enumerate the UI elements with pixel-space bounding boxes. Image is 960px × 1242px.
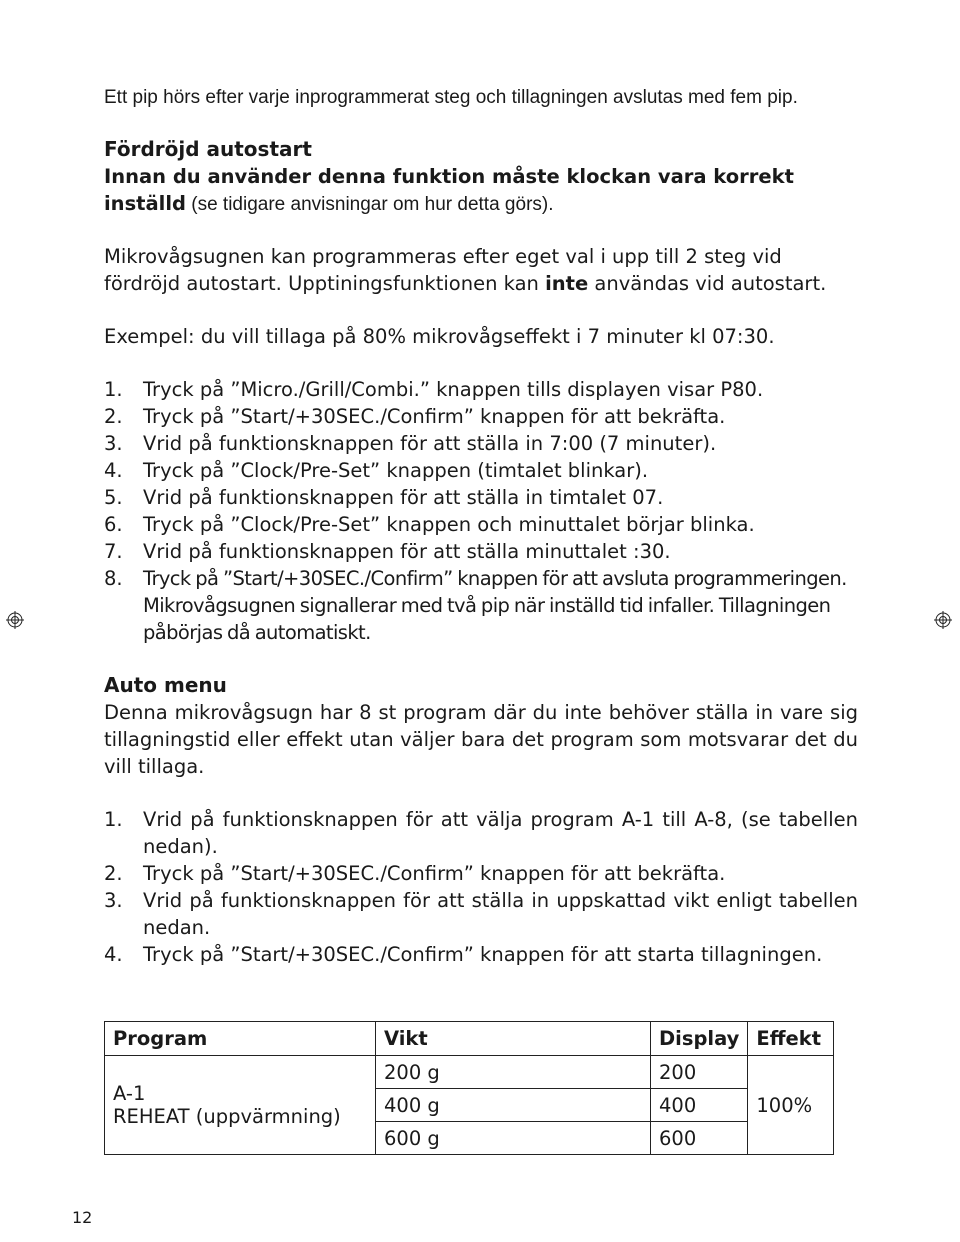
program-code: A-1 — [113, 1082, 146, 1105]
table-row — [105, 1056, 834, 1089]
list-item — [104, 565, 858, 646]
header-vikt: Vikt — [376, 1022, 651, 1056]
clock-warning-bold: Innan du använder denna funktion måste klockan vara korrekt inställd — [104, 165, 794, 215]
header-display: Display — [651, 1022, 748, 1056]
list-item — [104, 403, 858, 430]
weight-cell: 200 g — [376, 1056, 651, 1089]
step-number: 2. — [104, 862, 123, 885]
list-item — [104, 511, 858, 538]
step-number: 1. — [104, 808, 123, 831]
page-content — [104, 84, 858, 968]
step-number: 6. — [104, 513, 123, 536]
defrost-text-a: Upptiningsfunktionen kan — [288, 272, 546, 295]
delayed-start-heading: Fördröjd autostart — [104, 137, 312, 161]
step-text: Tryck på ”Clock/Pre-Set” knappen (timtalet blinkar). — [143, 459, 649, 482]
registration-mark-icon — [6, 611, 24, 629]
effekt-cell: 100% — [748, 1056, 834, 1155]
registration-mark-icon — [934, 611, 952, 629]
display-cell: 200 — [651, 1056, 748, 1089]
header-program: Program — [105, 1022, 376, 1056]
list-item — [104, 887, 858, 941]
step-number: 3. — [104, 432, 123, 455]
step-number: 2. — [104, 405, 123, 428]
weight-cell: 600 g — [376, 1122, 651, 1155]
step-text: Tryck på ”Micro./Grill/Combi.” knappen tills displayen visar P80. — [143, 378, 764, 401]
intro-paragraph: Ett pip hörs efter varje inprogrammerat steg och tillagningen avslutas med fem pip. — [104, 87, 798, 108]
list-item — [104, 457, 858, 484]
list-item — [104, 860, 858, 887]
page-number: 12 — [72, 1208, 93, 1227]
list-item — [104, 484, 858, 511]
step-text: Vrid på funktionsknappen för att ställa minuttalet :30. — [143, 540, 671, 563]
step-number: 8. — [104, 567, 123, 590]
auto-menu-paragraph: Denna mikrovågsugn har 8 st program där du inte behöver ställa in vare sig tillagningstid eller effekt utan väljer bara det program som motsvarar det du vill tillaga. — [104, 701, 858, 778]
step-text: Tryck på ”Start/+30SEC./Confirm” knappen för att starta tillagningen. — [143, 943, 823, 966]
delayed-paragraph — [104, 243, 858, 297]
display-cell: 400 — [651, 1089, 748, 1122]
weight-cell: 400 g — [376, 1089, 651, 1122]
list-item — [104, 376, 858, 403]
step-text: Vrid på funktionsknappen för att välja program A-1 till A-8, (se tabellen nedan). — [143, 808, 858, 858]
list-item — [104, 430, 858, 457]
list-item — [104, 538, 858, 565]
auto-menu-heading: Auto menu — [104, 673, 227, 697]
example-paragraph: Exempel: du vill tillaga på 80% mikrovågseffekt i 7 minuter kl 07:30. — [104, 325, 775, 348]
auto-menu-steps-list — [104, 806, 858, 968]
delayed-steps-list — [104, 376, 858, 646]
step-text: Tryck på ”Start/+30SEC./Confirm” knappen för att avsluta programmeringen. Mikrovågsugnen signallerar med två pip när inställd tid infaller. Tillagningen påbörjas då automatiskt. — [143, 567, 847, 644]
step-text: Tryck på ”Start/+30SEC./Confirm” knappen för att bekräfta. — [143, 862, 726, 885]
step-number: 5. — [104, 486, 123, 509]
step-text: Tryck på ”Clock/Pre-Set” knappen och minuttalet börjar blinka. — [143, 513, 755, 536]
step-text: Tryck på ”Start/+30SEC./Confirm” knappen för att bekräfta. — [143, 405, 726, 428]
step-text: Vrid på funktionsknappen för att ställa in timtalet 07. — [143, 486, 664, 509]
program-name: REHEAT (uppvärmning) — [113, 1105, 341, 1128]
step-text: Vrid på funktionsknappen för att ställa in uppskattad vikt enligt tabellen nedan. — [143, 889, 858, 939]
step-number: 1. — [104, 378, 123, 401]
step-number: 3. — [104, 889, 123, 912]
delayed-paragraph-text: Mikrovågsugnen kan programmeras efter eget val i upp till 2 steg vid fördröjd autostart. — [104, 245, 782, 295]
step-number: 7. — [104, 540, 123, 563]
clock-warning — [104, 163, 858, 218]
table-header-row — [105, 1022, 834, 1056]
header-effekt: Effekt — [748, 1022, 834, 1056]
list-item — [104, 806, 858, 860]
clock-warning-rest: (se tidigare anvisningar om hur detta görs). — [185, 194, 554, 215]
step-number: 4. — [104, 943, 123, 966]
program-cell — [105, 1056, 376, 1155]
display-cell: 600 — [651, 1122, 748, 1155]
step-text: Vrid på funktionsknappen för att ställa in 7:00 (7 minuter). — [143, 432, 717, 455]
defrost-text-b: användas vid autostart. — [588, 272, 827, 295]
auto-menu-table — [104, 1021, 834, 1155]
step-number: 4. — [104, 459, 123, 482]
defrost-text-bold: inte — [545, 272, 589, 295]
list-item — [104, 941, 858, 968]
